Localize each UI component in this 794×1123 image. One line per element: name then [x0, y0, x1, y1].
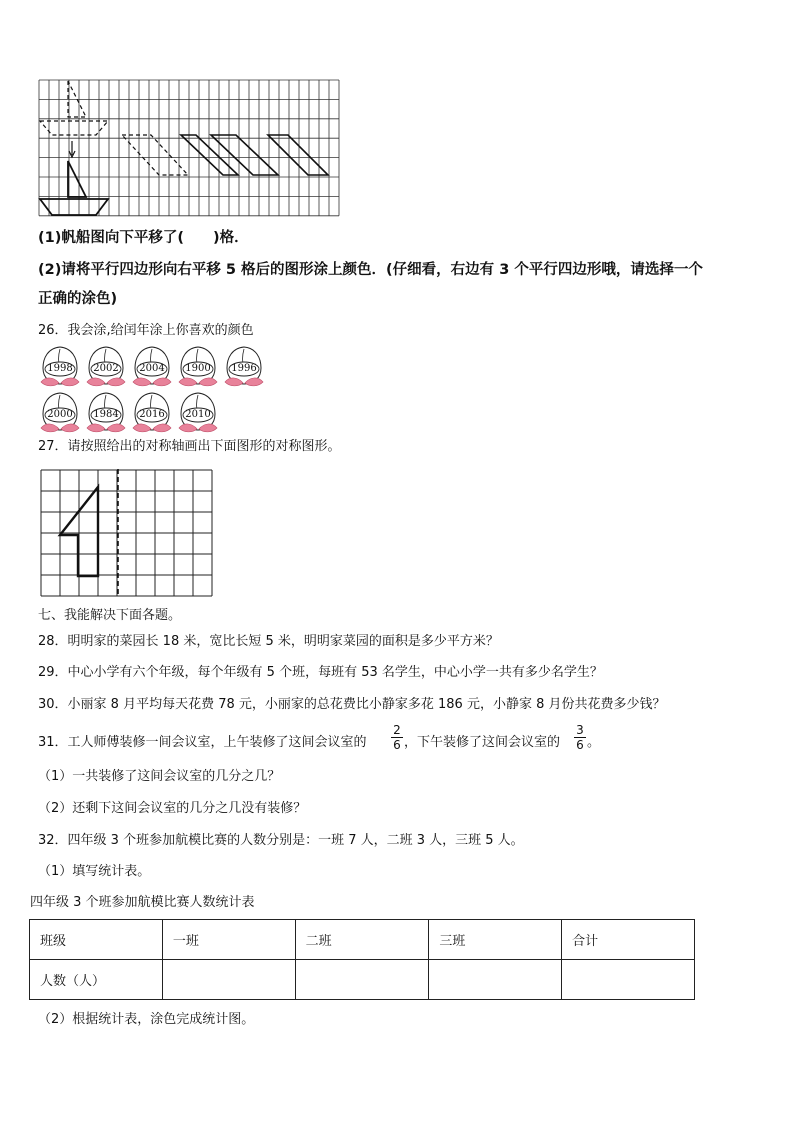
peach-row-1	[38, 344, 278, 390]
peach-year-1998[interactable]	[38, 344, 82, 388]
parallelogram-dashed	[122, 135, 188, 175]
q32-text: 32．四年级 3 个班参加航模比赛的人数分别是：一班 7 人，二班 3 人，三班 5 人。	[38, 833, 524, 848]
table-row	[30, 960, 695, 1000]
q31-text-a: 31．工人师傅装修一间会议室，上午装修了这间会议室的	[38, 735, 367, 750]
year-label: 2016	[139, 409, 165, 420]
peach-year-2002[interactable]	[84, 344, 128, 388]
year-label: 2002	[93, 363, 119, 374]
q25-part2-line2: 正确的涂色)	[38, 291, 118, 307]
q32-sub1: （1）填写统计表。	[38, 864, 151, 879]
year-label: 1900	[185, 363, 211, 374]
peach-year-1900[interactable]	[176, 344, 220, 388]
header-cell: 二班	[295, 920, 429, 960]
answer-cell[interactable]	[562, 960, 695, 1000]
q31-sub2: （2）还剩下这间会议室的几分之几没有装修？	[38, 801, 307, 816]
q27-prompt: 27．请按照给出的对称轴画出下面图形的对称图形。	[38, 439, 341, 454]
q26-prompt: 26．我会涂,给闰年涂上你喜欢的颜色	[38, 323, 254, 338]
q31-fraction-2-denominator: 6	[576, 738, 584, 752]
year-label: 1998	[47, 363, 73, 374]
q29: 29．中心小学有六个年级，每个年级有 5 个班，每班有 53 名学生，中心小学一共有多少名学生？	[38, 665, 603, 680]
year-label: 2004	[139, 363, 165, 374]
q31-fraction-1-denominator: 6	[393, 738, 401, 752]
q31-text-b: ，下午装修了这间会议室的	[404, 735, 561, 750]
q32-table-title: 四年级 3 个班参加航模比赛人数统计表	[30, 895, 255, 910]
peach-year-1996[interactable]	[222, 344, 266, 388]
q31-fraction-1-numerator: 2	[391, 724, 403, 738]
year-label: 2010	[185, 409, 211, 420]
section-7-title: 七、我能解决下面各题。	[38, 608, 182, 623]
peach-year-2004[interactable]	[130, 344, 174, 388]
q30: 30．小丽家 8 月平均每天花费 78 元，小丽家的总花费比小静家多花 186 元，小静家 8 月份共花费多少钱？	[38, 697, 666, 712]
peach-year-2010[interactable]	[176, 390, 220, 434]
q31-fraction-2-numerator: 3	[574, 724, 586, 738]
header-cell: 班级	[30, 920, 163, 960]
symmetry-grid-figure	[40, 469, 214, 599]
peach-row-2	[38, 390, 238, 436]
q25-part1: (1)帆船图向下平移了( )格．	[38, 230, 249, 246]
table-header-row	[30, 920, 695, 960]
header-cell: 合计	[562, 920, 695, 960]
q31-fraction-2	[574, 724, 586, 751]
peach-year-2000[interactable]	[38, 390, 82, 434]
q31-text-c: 。	[587, 735, 601, 750]
answer-cell[interactable]	[429, 960, 562, 1000]
peach-year-1984[interactable]	[84, 390, 128, 434]
stats-table	[29, 919, 695, 1000]
q28: 28．明明家的菜园长 18 米，宽比长短 5 米，明明家菜园的面积是多少平方米？	[38, 634, 499, 649]
header-cell: 三班	[429, 920, 562, 960]
year-label: 1996	[231, 363, 257, 374]
year-label: 1984	[93, 409, 119, 420]
translation-grid-figure	[38, 79, 340, 217]
parallelograms-candidates	[181, 135, 328, 175]
header-cell: 一班	[162, 920, 295, 960]
q31-fraction-1	[391, 724, 403, 751]
answer-cell[interactable]	[162, 960, 295, 1000]
sailboat-solid	[40, 161, 108, 215]
q31-sub1: （1）一共装修了这间会议室的几分之几？	[38, 769, 281, 784]
sailboat-dashed	[40, 81, 108, 135]
row-label-cell: 人数（人）	[30, 960, 163, 1000]
year-label: 2000	[47, 409, 73, 420]
q32-sub2: （2）根据统计表，涂色完成统计图。	[38, 1012, 255, 1027]
move-arrow	[69, 141, 75, 157]
peach-year-2016[interactable]	[130, 390, 174, 434]
q25-part2-line1: (2)请将平行四边形向右平移 5 格后的图形涂上颜色．(仔细看，右边有 3 个平行四边形哦，请选择一个	[38, 262, 703, 278]
answer-cell[interactable]	[295, 960, 429, 1000]
